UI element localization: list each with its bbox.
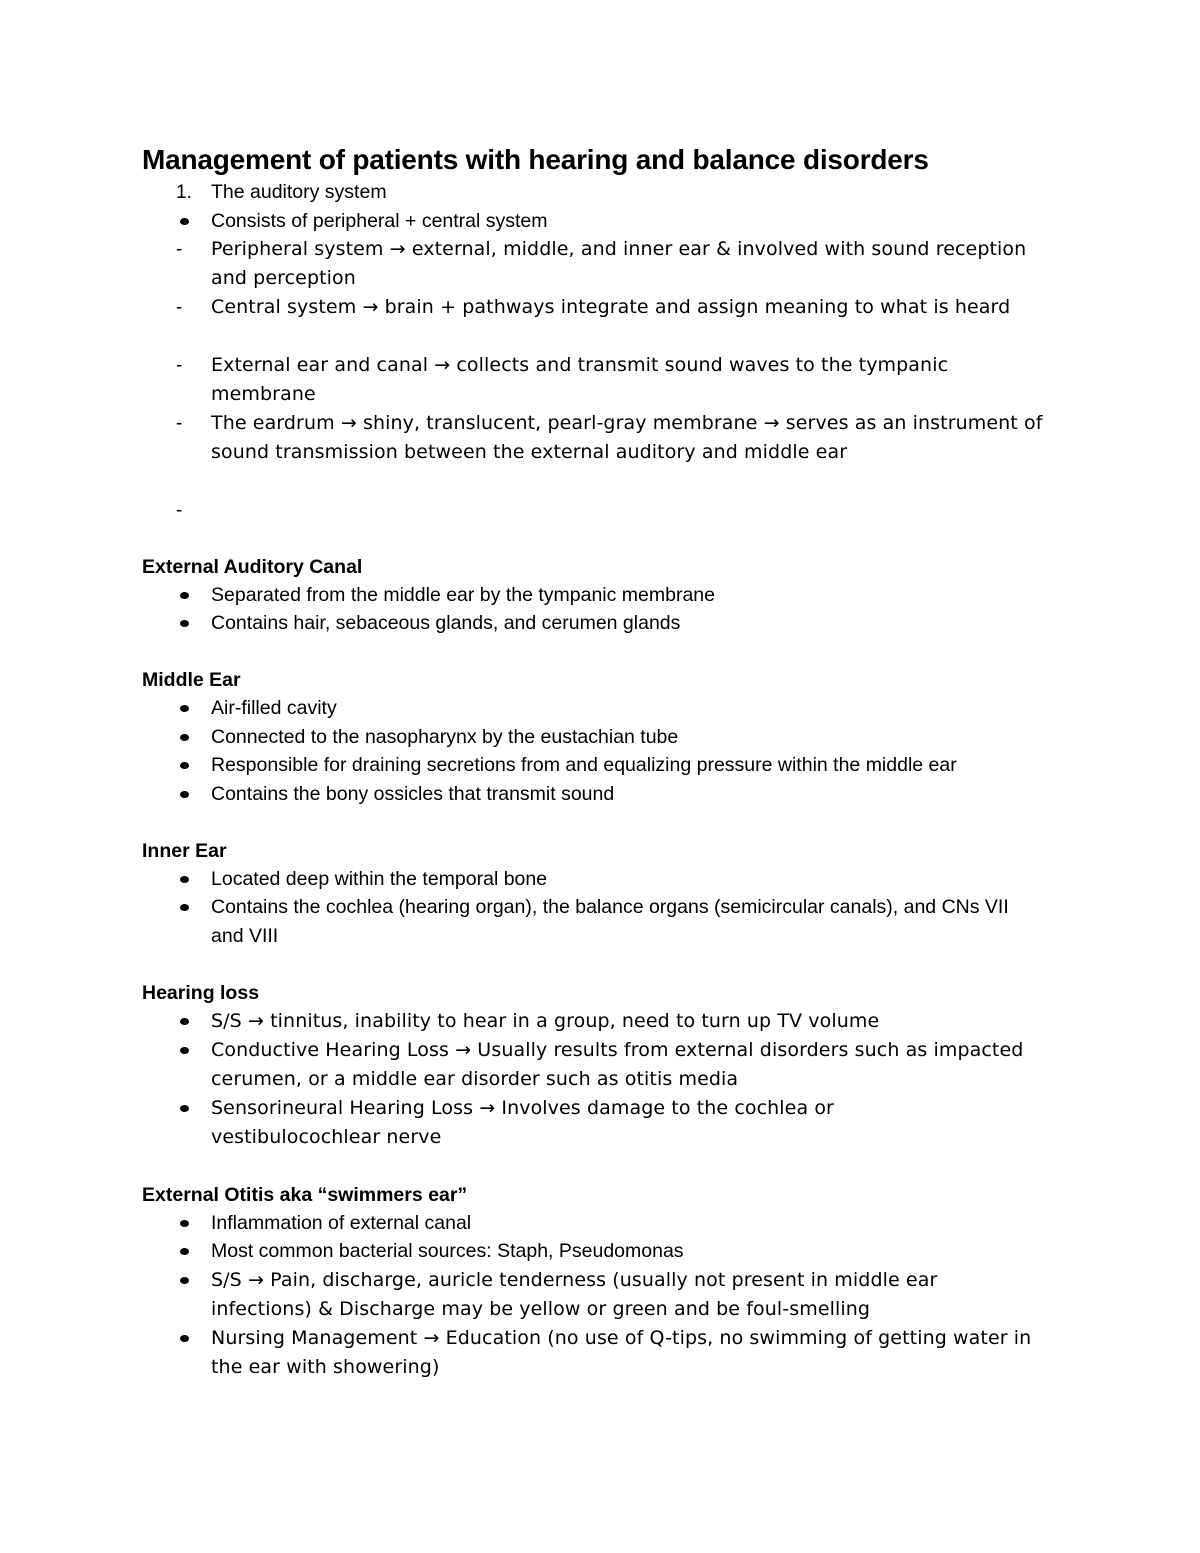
bullet-icon: [180, 620, 189, 627]
bullet-icon: [180, 904, 189, 911]
list-item-auditory-system: The auditory system: [211, 181, 387, 203]
list-item: Located deep within the temporal bone: [211, 868, 548, 890]
list-item: Consists of peripheral + central system: [211, 210, 548, 232]
bullet-icon: [180, 791, 189, 798]
dash-marker: -: [176, 297, 183, 318]
list-item: Nursing Management → Education (no use of Q-tips, no swimming of getting water in the ear with showering): [211, 1327, 1032, 1378]
list-item-central-system: Central system → brain + pathways integrate and assign meaning to what is heard: [211, 296, 1011, 318]
list-item: Air-filled cavity: [211, 697, 337, 719]
bullet-icon: [180, 734, 189, 741]
bullet-icon: [180, 218, 189, 225]
section-heading-middle-ear: Middle Ear: [142, 669, 241, 691]
list-item: Contains the bony ossicles that transmit sound: [211, 783, 615, 805]
dash-marker: -: [176, 239, 183, 260]
bullet-icon: [180, 592, 189, 599]
list-item: Connected to the nasopharynx by the eustachian tube: [211, 726, 679, 748]
bullet-icon: [180, 1220, 189, 1227]
bullet-icon: [180, 705, 189, 712]
document-title: Management of patients with hearing and balance disorders: [142, 144, 929, 175]
list-item: S/S → tinnitus, inability to hear in a group, need to turn up TV volume: [211, 1010, 880, 1032]
list-item-external-ear: External ear and canal → collects and transmit sound waves to the tympanic membrane: [211, 354, 949, 405]
list-item: Conductive Hearing Loss → Usually results from external disorders such as impacted cerumen, or a middle ear disorder such as otitis media: [211, 1039, 1024, 1090]
list-number: 1.: [176, 182, 192, 203]
list-item: Most common bacterial sources: Staph, Pseudomonas: [211, 1240, 684, 1262]
section-heading-inner-ear: Inner Ear: [142, 840, 227, 862]
bullet-icon: [180, 1248, 189, 1255]
bullet-icon: [180, 876, 189, 883]
bullet-icon: [180, 1335, 189, 1342]
bullet-icon: [180, 762, 189, 769]
list-item-peripheral-system: Peripheral system → external, middle, and inner ear & involved with sound reception and perception: [211, 238, 1027, 289]
list-item: Responsible for draining secretions from and equalizing pressure within the middle ear: [211, 754, 957, 776]
list-item: Contains the cochlea (hearing organ), the balance organs (semicircular canals), and CNs VII and VIII: [211, 896, 1009, 947]
dash-marker: -: [176, 355, 183, 376]
section-heading-hearing-loss: Hearing loss: [142, 982, 260, 1004]
dash-marker: -: [176, 413, 183, 434]
list-item: Contains hair, sebaceous glands, and cerumen glands: [211, 612, 681, 634]
list-item: Separated from the middle ear by the tympanic membrane: [211, 584, 716, 606]
bullet-icon: [180, 1047, 189, 1054]
section-heading-external-auditory-canal: External Auditory Canal: [142, 556, 363, 578]
bullet-icon: [180, 1018, 189, 1025]
list-item: Inflammation of external canal: [211, 1212, 472, 1234]
dash-marker: -: [176, 500, 183, 521]
list-item-eardrum: The eardrum → shiny, translucent, pearl-gray membrane → serves as an instrument of sound transmission between the external auditory and middle ear: [211, 412, 1043, 463]
section-heading-external-otitis: External Otitis aka “swimmers ear”: [142, 1184, 468, 1206]
list-item: S/S → Pain, discharge, auricle tenderness (usually not present in middle ear infections) & Discharge may be yellow or green and be foul-smelling: [211, 1269, 938, 1320]
bullet-icon: [180, 1105, 189, 1112]
bullet-icon: [180, 1277, 189, 1284]
list-item: Sensorineural Hearing Loss → Involves damage to the cochlea or vestibulocochlear nerve: [211, 1097, 834, 1148]
